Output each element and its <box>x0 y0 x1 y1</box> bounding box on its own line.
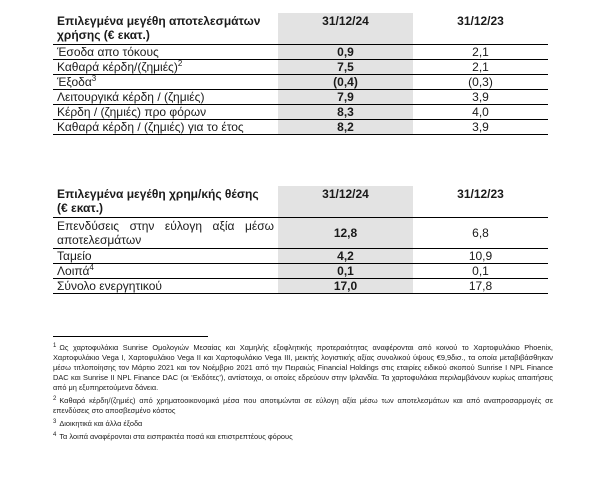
column-header-2024: 31/12/24 <box>278 186 413 218</box>
value-2024: (0,4) <box>278 75 413 90</box>
table-row <box>53 279 548 294</box>
value-2024: 8,2 <box>278 120 413 135</box>
value-2023: 17,8 <box>413 279 548 294</box>
table-header-label: Επιλεγμένα μεγέθη αποτελεσμάτων χρήσης (€ εκατ.) <box>53 13 278 45</box>
table-row <box>53 264 548 279</box>
value-2023: 2,1 <box>413 60 548 75</box>
footnote: $^4$ Τα λοιπά αναφέρονται στα εισπρακτέα ποσά και επιστρεπτέους φόρους <box>53 431 293 441</box>
footnote-ref: 2 <box>177 59 183 68</box>
column-header-2023: 31/12/23 <box>413 186 548 218</box>
footnote-ref: 3 <box>91 74 97 83</box>
table-row <box>53 60 548 75</box>
value-2023: 0,1 <box>413 264 548 279</box>
table-header-row <box>53 186 548 218</box>
table-row <box>53 75 548 90</box>
footnote-divider <box>53 336 208 337</box>
value-2024: 8,3 <box>278 105 413 120</box>
row-label: Λειτουργικά κέρδη / (ζημιές) <box>53 90 278 105</box>
footnote-ref: 4 <box>89 263 94 272</box>
value-2024: 17,0 <box>278 279 413 294</box>
financial-position-table <box>53 186 548 294</box>
value-2023: 3,9 <box>413 120 548 135</box>
row-label: Ταμείο <box>53 249 278 264</box>
row-label: Έσοδα απο τόκους <box>53 45 278 60</box>
results-table <box>53 13 548 135</box>
value-2024: 0,1 <box>278 264 413 279</box>
value-2023: 2,1 <box>413 45 548 60</box>
table-row <box>53 218 548 249</box>
value-2024: 4,2 <box>278 249 413 264</box>
footnotes <box>53 343 553 445</box>
value-2024: 7,5 <box>278 60 413 75</box>
row-label: Κέρδη / (ζημιές) προ φόρων <box>53 105 278 120</box>
value-2023: 3,9 <box>413 90 548 105</box>
table-row <box>53 105 548 120</box>
value-2024: 7,9 <box>278 90 413 105</box>
footnote: $^2$ Καθαρά κέρδη/(ζημιές) από χρηματοοικονομικά μέσα που αποτιμώνται σε εύλογη αξία μέσω των αποτελεσμάτων και από αναπροσαρμογές σε επενδύσεις στο αποσβεσμένο κόστος <box>53 395 553 415</box>
value-2023: (0,3) <box>413 75 548 90</box>
value-2023: 6,8 <box>413 218 548 249</box>
row-label: Έξοδα$^3$ <box>53 75 278 90</box>
value-2024: 0,9 <box>278 45 413 60</box>
column-header-2023: 31/12/23 <box>413 13 548 45</box>
row-label: Λοιπά$^4$ <box>53 264 278 279</box>
table-row <box>53 90 548 105</box>
row-label: Σύνολο ενεργητικού <box>53 279 278 294</box>
footnote: $^3$ Διοικητικά και άλλα έξοδα <box>53 418 143 428</box>
row-label: Καθαρά κέρδη/$(\zeta\eta\mu\iota έ\varsigma)^2$ <box>53 60 278 75</box>
table-header-row <box>53 13 548 45</box>
row-label: Καθαρά κέρδη / (ζημιές) για το έτος <box>53 120 278 135</box>
table-header-label: Επιλεγμένα μεγέθη χρημ/κής θέσης (€ εκατ.) <box>53 186 278 218</box>
table-row <box>53 249 548 264</box>
column-header-2024: 31/12/24 <box>278 13 413 45</box>
footnote: $^1$ Ως χαρτοφυλάκια Sunrise Ομολογιών Μεσαίας και Χαμηλής εξοφλητικής προτεραιότητας αναφέρονται από κοινού το Χαρτοφυλάκιο Phoenix, Χαρτοφυλάκιο Vega I, Χαρτοφυλάκιο Vega II και Χαρτοφυλάκιο Vega III, μεικτής λογιστικής αξίας συνολικού ύψους €9,9δισ., τα οποία μεταβιβάσθηκαν μέσω τιτλοποίησης τον Μάρτιο 2021 και τον Νοέμβριο 2021 από την Πειραιώς Financial Holdings στις εταιρίες ειδικού σκοπού Sunrise I NPL Finance DAC και Sunrise II NPL Finance DAC (οι ‘Εκδότες’), αντίστοιχα, οι οποίες εδρεύουν στην Ιρλανδία. Τα χαρτοφυλάκια περιλαμβάνουν κυρίως απαιτήσεις από μη εξυπηρετούμενα δάνεια. <box>53 342 553 392</box>
value-2023: 4,0 <box>413 105 548 120</box>
value-2023: 10,9 <box>413 249 548 264</box>
table-row <box>53 120 548 135</box>
value-2024: 12,8 <box>278 218 413 249</box>
row-label: Επενδύσεις στην εύλογη αξία μέσω αποτελεσμάτων <box>53 218 278 249</box>
table-row <box>53 45 548 60</box>
